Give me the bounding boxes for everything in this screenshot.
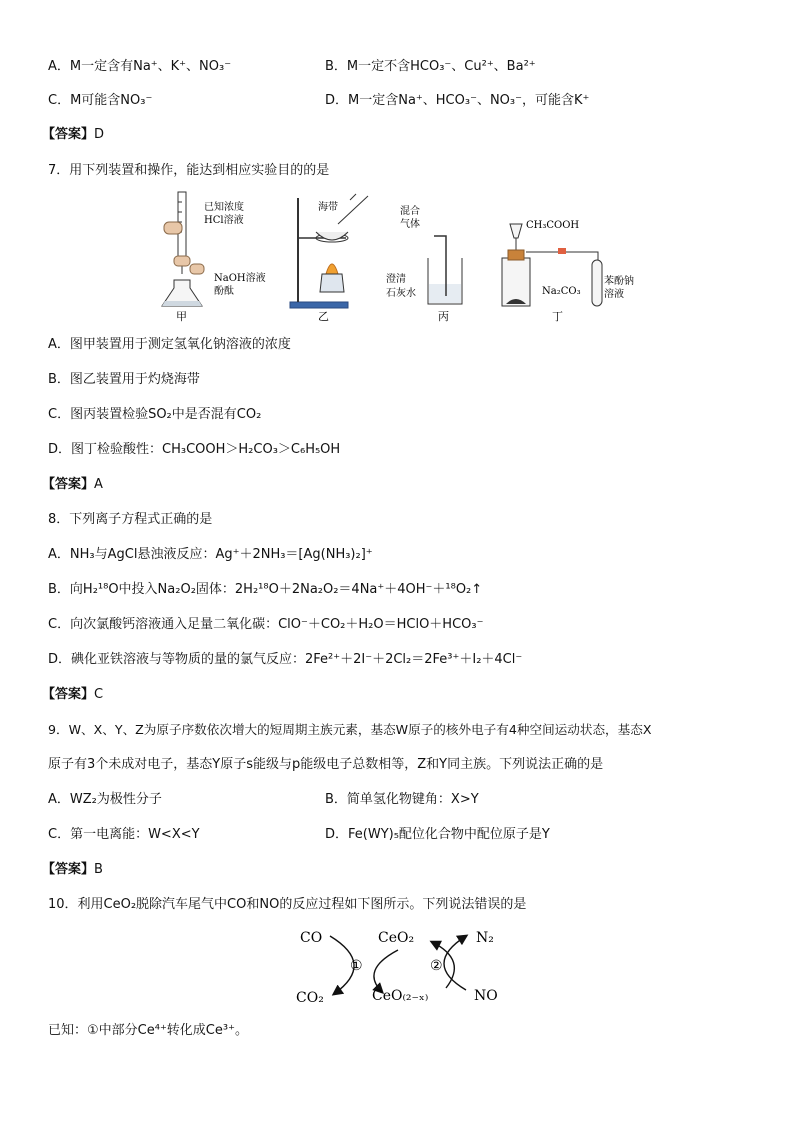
q9-stem-line1: 9．W、X、Y、Z为原子序数依次增大的短周期主族元素，基态W原子的核外电子有4种空间运动状态，基态X	[48, 722, 652, 737]
apparatus-ding	[502, 220, 634, 323]
label-ceo2: CeO₂	[378, 930, 415, 946]
label-ceo2x: CeO₍₂₋ₓ₎	[372, 988, 429, 1004]
q8-answer	[42, 686, 103, 704]
q9-option-a: A．WZ₂为极性分子	[48, 792, 162, 807]
q9-option-b: B．简单氢化物键角：X>Y	[325, 792, 479, 807]
jia-label-known-conc: 已知浓度	[204, 202, 244, 213]
ding-caption: 丁	[552, 310, 563, 323]
label-co2: CO₂	[296, 990, 324, 1006]
q8-stem: 8．下列离子方程式正确的是	[48, 512, 213, 527]
yi-label-kelp: 海带	[318, 202, 338, 213]
answer-label: 【答案】	[42, 477, 95, 492]
label-step1: ①	[350, 958, 363, 974]
answer-value: C	[94, 687, 104, 702]
bing-label-limewater: 石灰水	[386, 288, 416, 299]
bing-caption: 丙	[438, 310, 449, 323]
q9-option-c: C．第一电离能：W<X<Y	[48, 827, 200, 842]
q7-answer	[42, 476, 103, 494]
answer-label: 【答案】	[42, 127, 95, 142]
q7-option-d: D．图丁检验酸性：CH₃COOH＞H₂CO₃＞C₆H₅OH	[48, 442, 341, 457]
q10-known-note: 已知：①中部分Ce⁴⁺转化成Ce³⁺。	[48, 1023, 248, 1038]
q9-stem-line2: 原子有3个未成对电子，基态Y原子s能级与p能级电子总数相等，Z和Y同主族。下列说法正确的是	[48, 757, 604, 772]
jia-label-naoh: NaOH溶液	[214, 273, 266, 284]
label-step2: ②	[430, 958, 443, 974]
q7-option-b: B．图乙装置用于灼烧海带	[48, 372, 200, 387]
cycle-arrow-right-up	[444, 936, 466, 990]
q7-stem: 7．用下列装置和操作，能达到相应实验目的的是	[48, 163, 330, 178]
ding-label-na2co3: Na₂CO₃	[542, 286, 581, 297]
label-co: CO	[300, 930, 323, 946]
q7-apparatus-figure	[150, 188, 634, 324]
answer-label: 【答案】	[42, 687, 95, 702]
apparatus-jia	[162, 192, 266, 323]
ding-label-phenoxide: 苯酚钠	[604, 276, 634, 287]
bing-label-clear: 澄清	[386, 274, 406, 285]
label-no: NO	[474, 988, 498, 1004]
bing-label-mixed: 混合	[400, 206, 420, 217]
ding-label-solution: 溶液	[604, 289, 624, 300]
jia-caption: 甲	[176, 310, 187, 323]
answer-value: A	[94, 477, 103, 492]
q8-option-a: A．NH₃与AgCl悬浊液反应：Ag⁺＋2NH₃＝[Ag(NH₃)₂]⁺	[48, 547, 373, 562]
q9-answer	[42, 861, 103, 879]
q7-option-c: C．图丙装置检验SO₂中是否混有CO₂	[48, 407, 262, 422]
answer-value: D	[94, 127, 105, 142]
q6-option-b: B．M一定不含HCO₃⁻、Cu²⁺、Ba²⁺	[325, 59, 536, 74]
q6-option-a: A．M一定含有Na⁺、K⁺、NO₃⁻	[48, 59, 232, 74]
cycle-arrow-ceo2-down	[374, 950, 398, 992]
q8-option-c: C．向次氯酸钙溶液通入足量二氧化碳：ClO⁻＋CO₂＋H₂O＝HClO＋HCO₃⁻	[48, 617, 484, 632]
answer-value: B	[94, 862, 103, 877]
q6-option-c: C．M可能含NO₃⁻	[48, 93, 153, 108]
yi-caption: 乙	[318, 310, 329, 323]
q8-option-d: D．碘化亚铁溶液与等物质的量的氯气反应：2Fe²⁺＋2I⁻＋2Cl₂＝2Fe³⁺＋I₂＋4Cl⁻	[48, 652, 523, 667]
q8-option-b: B．向H₂¹⁸O中投入Na₂O₂固体：2H₂¹⁸O＋2Na₂O₂＝4Na⁺＋4OH⁻＋¹⁸O₂↑	[48, 582, 483, 597]
jia-label-phenolphthalein: 酚酞	[214, 286, 234, 297]
q7-option-a: A．图甲装置用于测定氢氧化钠溶液的浓度	[48, 337, 291, 352]
jia-label-hcl: HCl溶液	[204, 215, 244, 226]
label-n2: N₂	[476, 930, 494, 946]
bing-label-gas: 气体	[400, 219, 420, 230]
answer-label: 【答案】	[42, 862, 95, 877]
apparatus-yi	[290, 194, 368, 323]
q10-reaction-cycle-diagram	[290, 922, 520, 1014]
q9-option-d: D．Fe(WY)₅配位化合物中配位原子是Y	[325, 827, 550, 842]
q6-answer	[42, 126, 104, 144]
apparatus-bing	[386, 204, 462, 323]
q6-option-d: D．M一定含Na⁺、HCO₃⁻、NO₃⁻，可能含K⁺	[325, 93, 590, 108]
ding-label-acetic: CH₃COOH	[526, 220, 580, 231]
q10-stem: 10．利用CeO₂脱除汽车尾气中CO和NO的反应过程如下图所示。下列说法错误的是	[48, 897, 527, 912]
